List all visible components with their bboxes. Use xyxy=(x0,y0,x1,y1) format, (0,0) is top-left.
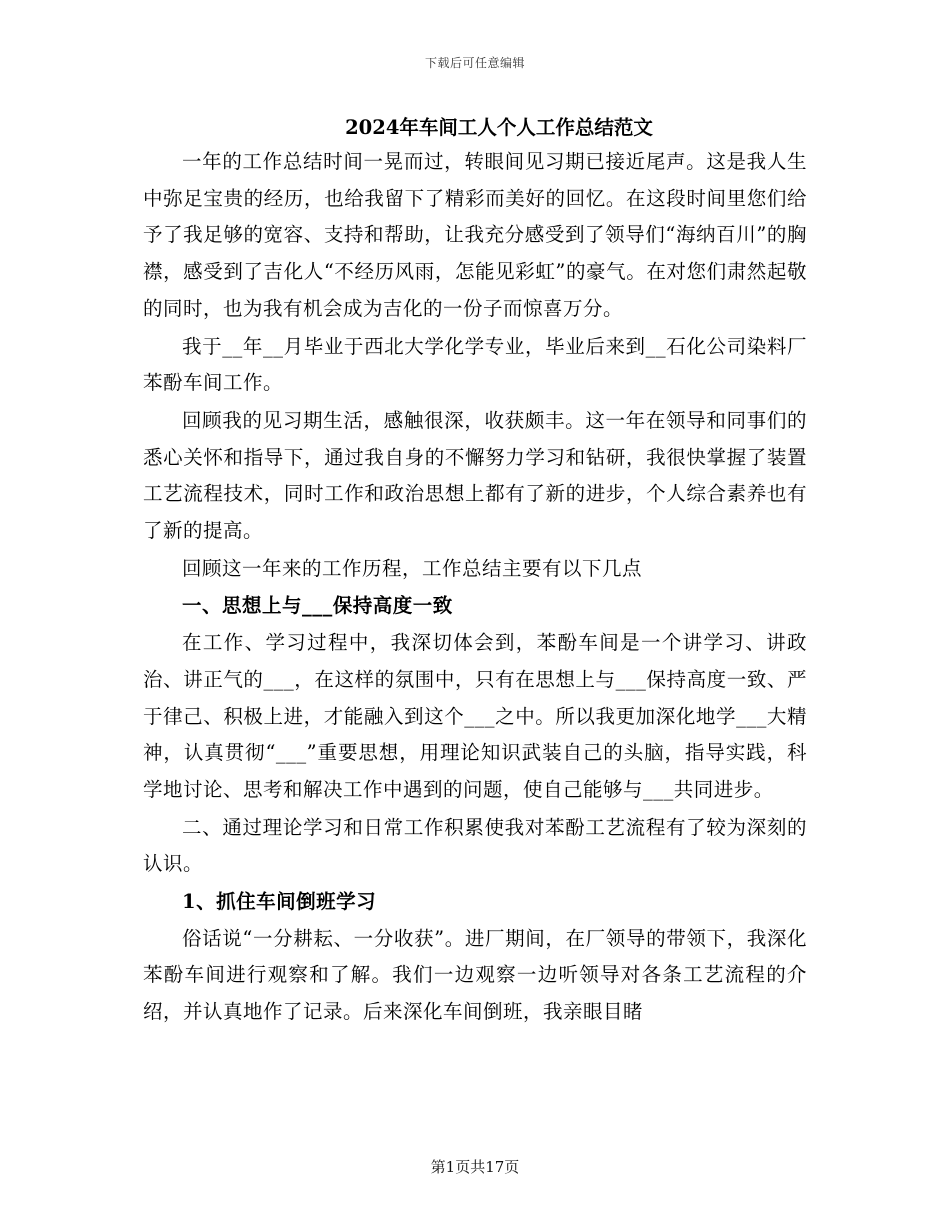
paragraph-shift-study: 俗话说“一分耕耘、一分收获”。进厂期间，在厂领导的带领下，我深化苯酚车间进行观察和了解。我们一边观察一边听领导对各条工艺流程的介绍，并认真地作了记录。后来深化车间倒班，我亲眼目睹 xyxy=(143,926,807,1024)
paragraph-summary-points: 回顾这一年来的工作历程，工作总结主要有以下几点 xyxy=(182,556,643,580)
document-title: 2024年车间工人个人工作总结范文 xyxy=(345,116,653,139)
paragraph-intro: 一年的工作总结时间一晃而过，转眼间见习期已接近尾声。这是我人生中弥足宝贵的经历，也给我留下了精彩而美好的回忆。在这段时间里您们给予了我足够的宽容、支持和帮助，让我充分感受到了领导们“海纳百川”的胸襟，感受到了吉化人“不经历风雨，怎能见彩虹”的豪气。在对您们肃然起敬的同时，也为我有机会成为吉化的一份子而惊喜万分。 xyxy=(143,150,807,320)
paragraph-review: 回顾我的见习期生活，感触很深，收获颇丰。这一年在领导和同事们的悉心关怀和指导下，通过我自身的不懈努力学习和钻研，我很快掌握了装置工艺流程技术，同时工作和政治思想上都有了新的进步，个人综合素养也有了新的提高。 xyxy=(143,408,807,543)
section-heading-thought: 一、思想上与___保持高度一致 xyxy=(182,594,453,618)
paragraph-theory: 二、通过理论学习和日常工作积累使我对苯酚工艺流程有了较为深刻的认识。 xyxy=(143,815,807,876)
header-note: 下载后可任意编辑 xyxy=(424,56,525,70)
document-body xyxy=(143,112,807,1032)
section-heading-shift-study: 1、抓住车间倒班学习 xyxy=(182,890,377,914)
page-footer: 第1页共17页 xyxy=(430,1158,520,1176)
paragraph-thought: 在工作、学习过程中，我深切体会到，苯酚车间是一个讲学习、讲政治、讲正气的___，在这样的氛围中，只有在思想上与___保持高度一致、严于律己、积极上进，才能融入到这个___之中。所以我更加深化地学___大精神，认真贯彻“___”重要思想，用理论知识武装自己的头脑，指导实践，科学地讨论、思考和解决工作中遇到的问题，使自己能够与___共同进步。 xyxy=(143,631,807,801)
paragraph-graduation: 我于__年__月毕业于西北大学化学专业，毕业后来到__石化公司染料厂苯酚车间工作。 xyxy=(143,334,807,395)
